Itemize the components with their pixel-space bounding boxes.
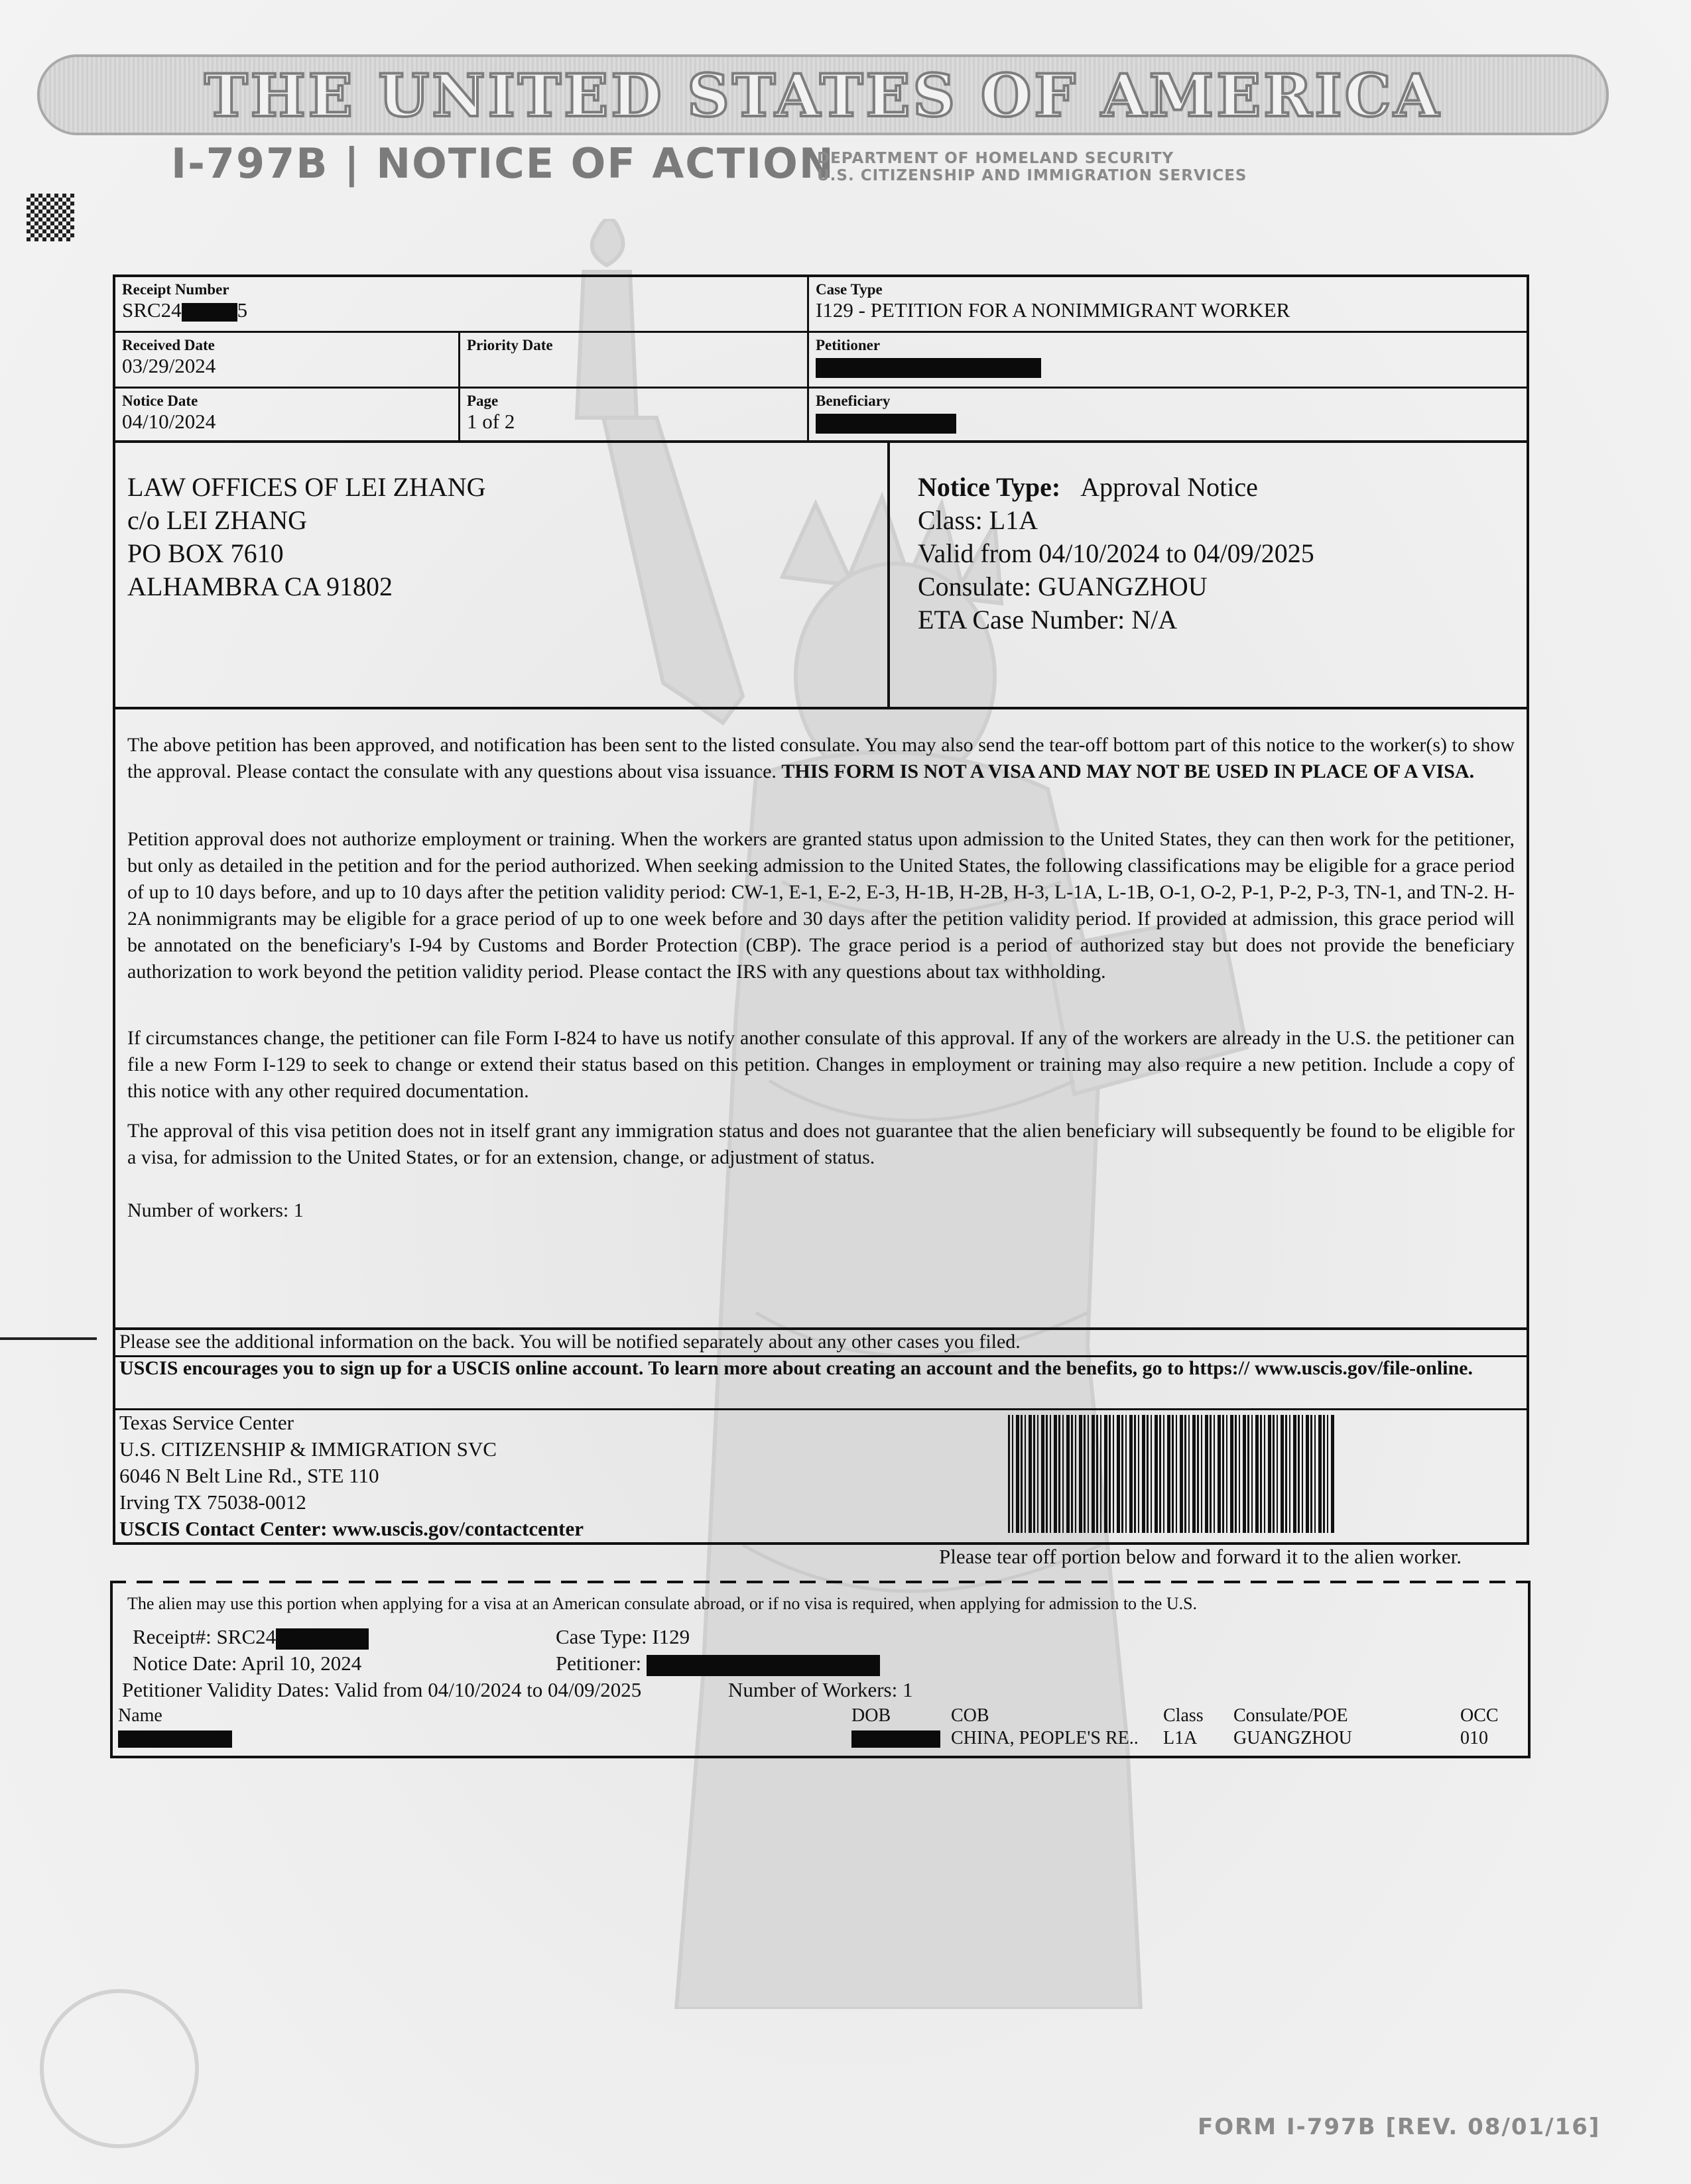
received-date-value: 03/29/2024 <box>122 354 216 377</box>
address-line-4: ALHAMBRA CA 91802 <box>127 572 393 601</box>
eta-line: ETA Case Number: N/A <box>918 605 1178 635</box>
contact-center: USCIS Contact Center: www.uscis.gov/contactcenter <box>119 1517 584 1540</box>
center-line-1: Texas Service Center <box>119 1411 294 1434</box>
notice-date-label: Notice Date <box>122 393 198 409</box>
page-cell <box>460 389 809 442</box>
form-title: I-797B | NOTICE OF ACTION <box>171 139 835 188</box>
beneficiary-cell <box>809 389 1527 442</box>
notice-type-line <box>918 471 1314 504</box>
tear-receipt-number: Receipt#: SRC24 <box>133 1624 369 1650</box>
receipt-number-label: Receipt Number <box>122 281 229 298</box>
banner-title: THE UNITED STATES OF AMERICA <box>204 61 1442 130</box>
priority-date-label: Priority Date <box>467 337 553 353</box>
number-of-workers: Number of workers: 1 <box>127 1199 304 1221</box>
notice-type-value: Approval Notice <box>1080 472 1258 502</box>
petitioner-cell <box>809 333 1527 389</box>
visa-warning: THIS FORM IS NOT A VISA AND MAY NOT BE USED IN PLACE OF A VISA. <box>781 760 1475 782</box>
consulate-value: GUANGZHOU <box>1233 1728 1352 1748</box>
valid-line: Valid from 04/10/2024 to 04/09/2025 <box>918 538 1314 568</box>
tear-case-type: Case Type: I129 <box>556 1625 690 1648</box>
redaction-block <box>851 1730 940 1748</box>
case-info-table <box>113 274 1529 443</box>
column-class: Class <box>1163 1705 1204 1726</box>
notice-date-cell <box>115 389 460 442</box>
occ-value: 010 <box>1460 1728 1488 1748</box>
receipt-number-cell <box>115 277 809 333</box>
cob-value: CHINA, PEOPLE'S RE.. <box>951 1728 1139 1748</box>
address-line-3: PO BOX 7610 <box>127 538 284 568</box>
paragraph-circumstances: If circumstances change, the petitioner can file Form I-824 to have us notify another consulate of this approval. If any of the workers are already in the U.S. the petitioner can file a new Form I-129 to seek to change or extend their status based on this petition. Changes in employment or training may also require a new petition. Include a copy of this notice with any other required documentation. <box>127 1027 1515 1102</box>
received-date-cell <box>115 333 460 389</box>
seal-watermark <box>40 1989 199 2148</box>
column-cob: COB <box>951 1705 989 1726</box>
column-dob: DOB <box>851 1705 891 1726</box>
paragraph-disclaimer: The approval of this visa petition does not in itself grant any immigration status and does not guarantee that the alien beneficiary will subsequently be found to be eligible for a visa, for admission to the United States, or for an extension, change, or adjustment of status. <box>127 1120 1515 1168</box>
online-account-note: USCIS encourages you to sign up for a USCIS online account. To learn more about creating an account and the benefits, go to https:// www.uscis.gov/file-online. <box>119 1357 1473 1379</box>
mailing-address <box>127 471 486 603</box>
fold-mark <box>0 1337 97 1340</box>
paragraph-employment: Petition approval does not authorize employment or training. When the workers are granted status upon admission to the United States, they can then work for the petitioner, but only as detailed in the petition and for the period authorized. When seeking admission to the United States, the following classifications may be eligible for a grace period of up to 10 days before, and up to 10 days after the petition validity period: CW-1, E-1, E-2, E-3, H-1B, H-2B, H-3, L-1A, L-1B, O-1, O-2, P-1, P-2, P-3, TN-1, and TN-2. H-2A nonimmigrants may be eligible for a grace period of up to one week before and 30 days after the petition validity period. If provided at admission, this grace period will be annotated on the beneficiary's I-94 by Customs and Border Protection (CBP). The grace period is a period of authorized stay but does not provide the beneficiary authorization to work beyond the petition validity period. Please contact the IRS with any questions about tax withholding. <box>127 828 1515 983</box>
tear-notice-date: Notice Date: April 10, 2024 <box>133 1652 362 1675</box>
see-back-note: Please see the additional information on the back. You will be notified separately about any other cases you filed. <box>119 1331 1021 1353</box>
paragraph-approval: The above petition has been approved, and notification has been sent to the listed consulate. You may also send the tear-off bottom part of this notice to the worker(s) to show the approval. Please contact the consulate with any questions about visa issuance. THIS FORM IS NOT A VISA AND MAY NOT BE USED IN PLACE OF A VISA. <box>127 734 1515 782</box>
tear-off-instruction: Please tear off portion below and forward it to the alien worker. <box>939 1545 1462 1568</box>
service-center-address <box>119 1410 584 1542</box>
center-line-4: Irving TX 75038-0012 <box>119 1490 306 1514</box>
redaction-block <box>816 414 956 434</box>
case-type-label: Case Type <box>816 281 883 298</box>
column-consulate: Consulate/POE <box>1233 1705 1348 1726</box>
tear-petitioner: Petitioner: <box>556 1651 880 1676</box>
address-line-2: c/o LEI ZHANG <box>127 505 308 535</box>
banner <box>37 54 1609 135</box>
agency-line-1: DEPARTMENT OF HOMELAND SECURITY <box>817 150 1174 167</box>
tear-validity-dates: Petitioner Validity Dates: Valid from 04/10/2024 to 04/09/2025 <box>122 1678 642 1701</box>
column-name: Name <box>118 1705 162 1726</box>
redaction-block <box>647 1655 880 1676</box>
redaction-block <box>182 303 237 322</box>
barcode <box>1008 1415 1336 1533</box>
received-date-label: Received Date <box>122 337 215 353</box>
center-line-2: U.S. CITIZENSHIP & IMMIGRATION SVC <box>119 1437 497 1461</box>
tear-off-intro: The alien may use this portion when applying for a visa at an American consulate abroad, or if no visa is required, when applying for admission to the U.S. <box>127 1594 1198 1613</box>
address-line-1: LAW OFFICES OF LEI ZHANG <box>127 472 486 502</box>
notice-date-value: 04/10/2024 <box>122 410 216 433</box>
class-line: Class: L1A <box>918 505 1038 535</box>
body-box <box>113 707 1529 1330</box>
case-type-value: I129 - PETITION FOR A NONIMMIGRANT WORKER <box>816 298 1290 322</box>
column-occ: OCC <box>1460 1705 1499 1726</box>
form-revision: FORM I-797B [REV. 08/01/16] <box>1198 2114 1601 2140</box>
beneficiary-label: Beneficiary <box>816 393 891 409</box>
class-value: L1A <box>1163 1728 1198 1748</box>
notice-type-label: Notice Type: <box>918 472 1061 502</box>
agency-line-2: U.S. CITIZENSHIP AND IMMIGRATION SERVICES <box>817 167 1247 184</box>
qr-code <box>27 194 74 241</box>
receipt-number-value: SRC24 5 <box>122 298 248 322</box>
tear-number-of-workers: Number of Workers: 1 <box>728 1678 913 1701</box>
case-type-cell <box>809 277 1527 333</box>
center-line-3: 6046 N Belt Line Rd., STE 110 <box>119 1464 379 1487</box>
divider <box>887 440 890 708</box>
page-label: Page <box>467 393 499 409</box>
redaction-block <box>816 358 1041 378</box>
agency-name <box>817 150 1247 184</box>
petitioner-label: Petitioner <box>816 337 881 353</box>
page-value: 1 of 2 <box>467 410 515 433</box>
notice-details <box>918 471 1314 637</box>
consulate-line: Consulate: GUANGZHOU <box>918 572 1208 601</box>
priority-date-cell <box>460 333 809 389</box>
redaction-block <box>276 1628 369 1650</box>
redaction-block <box>118 1730 232 1748</box>
